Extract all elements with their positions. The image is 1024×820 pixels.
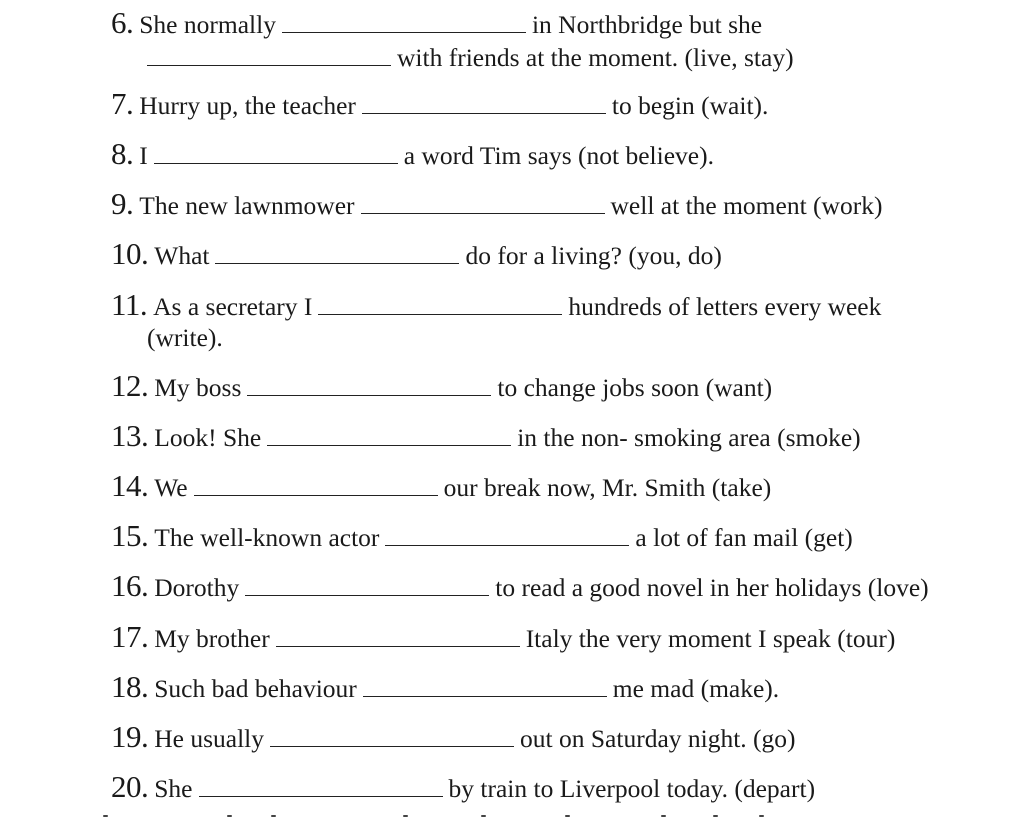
item-number: 14. (111, 468, 149, 503)
exercise-item-13 (111, 418, 1011, 454)
exercise-item-14 (111, 468, 1011, 504)
exercise-item-15 (111, 518, 1011, 554)
item-text-after: a lot of fan mail (get) (635, 523, 853, 552)
item-text-after: in Northbridge but she (531, 10, 763, 39)
answer-blank[interactable] (199, 772, 443, 797)
exercise-item-9 (111, 186, 1011, 222)
item-number: 9. (111, 186, 134, 221)
answer-blank[interactable] (247, 371, 491, 396)
answer-blank[interactable] (363, 672, 607, 697)
item-text-before: Hurry up, the teacher (139, 91, 356, 120)
item-text-before: She (154, 774, 193, 803)
exercise-item-6 (111, 5, 1011, 41)
item-number: 20. (111, 769, 149, 804)
item-text-before: Dorothy (154, 573, 240, 602)
item-number: 15. (111, 518, 149, 553)
item-number: 17. (111, 619, 149, 654)
exercise-item-17 (111, 619, 1011, 655)
answer-blank[interactable] (147, 41, 391, 66)
item-text-after: with friends at the moment. (live, stay) (397, 43, 794, 72)
answer-blank[interactable] (154, 139, 398, 164)
exercise-item-7 (111, 86, 1011, 122)
item-text-after: by train to Liverpool today. (depart) (448, 774, 816, 803)
item-text-before: We (154, 473, 188, 502)
item-text-before: Such bad behaviour (154, 674, 357, 703)
answer-blank[interactable] (194, 471, 438, 496)
item-text-after: our break now, Mr. Smith (take) (443, 473, 772, 502)
item-text-before: The well-known actor (154, 523, 380, 552)
answer-blank[interactable] (245, 571, 489, 596)
item-number: 10. (111, 236, 149, 271)
exercise-item-16 (111, 568, 1011, 604)
answer-blank[interactable] (270, 722, 514, 747)
answer-blank[interactable] (385, 521, 629, 546)
item-text-continued: (write). (147, 323, 223, 352)
item-number: 18. (111, 669, 149, 704)
item-number: 19. (111, 719, 149, 754)
item-text-before: What (154, 241, 210, 270)
exercise-item-6-continued (147, 41, 794, 73)
item-text-after: to begin (wait). (611, 91, 769, 120)
answer-blank[interactable] (318, 290, 562, 315)
exercise-item-11 (111, 287, 1011, 323)
item-text-before: He usually (154, 724, 265, 753)
item-number: 16. (111, 568, 149, 603)
item-number: 13. (111, 418, 149, 453)
item-text-after: to read a good novel in her holidays (love) (495, 573, 929, 602)
item-text-after: Italy the very moment I speak (tour) (525, 624, 896, 653)
exercise-item-12 (111, 368, 1011, 404)
cut-off-text-fragments (95, 812, 795, 820)
exercise-item-18 (111, 669, 1011, 705)
item-text-before: Look! She (154, 423, 262, 452)
item-text-after: in the non- smoking area (smoke) (517, 423, 861, 452)
exercise-item-10 (111, 236, 1011, 272)
item-text-before: My brother (154, 624, 270, 653)
answer-blank[interactable] (215, 239, 459, 264)
item-text-after: do for a living? (you, do) (465, 241, 722, 270)
item-number: 12. (111, 368, 149, 403)
item-text-before: She normally (139, 10, 276, 39)
answer-blank[interactable] (361, 189, 605, 214)
item-number: 7. (111, 86, 134, 121)
item-text-before: As a secretary I (153, 292, 313, 321)
exercise-item-11-continued (147, 323, 223, 353)
answer-blank[interactable] (362, 89, 606, 114)
answer-blank[interactable] (276, 622, 520, 647)
item-text-before: I (139, 141, 148, 170)
item-text-after: a word Tim says (not believe). (403, 141, 714, 170)
answer-blank[interactable] (282, 8, 526, 33)
item-text-after: well at the moment (work) (610, 191, 883, 220)
item-text-after: to change jobs soon (want) (497, 373, 773, 402)
exercise-item-20 (111, 769, 1011, 805)
item-text-before: The new lawnmower (139, 191, 355, 220)
item-number: 11. (111, 287, 148, 322)
item-text-after: hundreds of letters every week (568, 292, 882, 321)
exercise-item-19 (111, 719, 1011, 755)
item-number: 8. (111, 136, 134, 171)
item-text-after: out on Saturday night. (go) (520, 724, 796, 753)
item-text-after: me mad (make). (612, 674, 780, 703)
answer-blank[interactable] (267, 421, 511, 446)
item-number: 6. (111, 5, 134, 40)
exercise-item-8 (111, 136, 1011, 172)
item-text-before: My boss (154, 373, 242, 402)
